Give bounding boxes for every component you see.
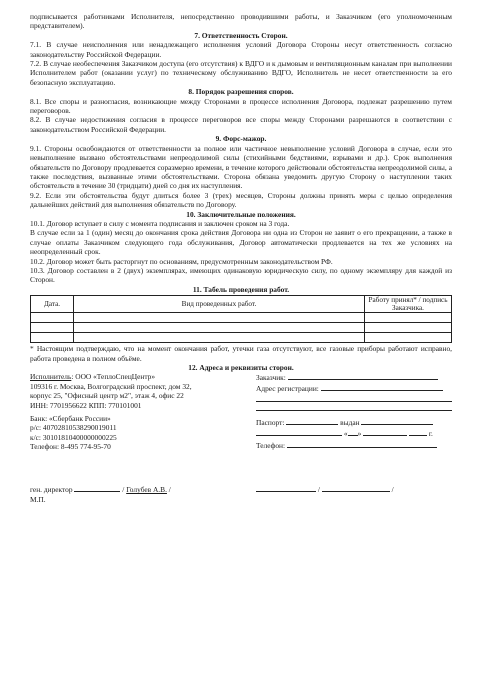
contractor-label: Исполнитель [30,372,72,382]
paragraph-10-1b: В случае если за 1 (один) месяц до окончания срока действия Договора ни одна из Сторон не заявит о его прекращении, а также в случае оплаты Заказчиком следующего года обслуживания, Договор автоматически продлевается на тех же условиях на неопределенный срок. [30,228,452,257]
client-name-field[interactable] [288,372,438,380]
contractor-bank: Банк: «Сбербанк России» [30,414,111,424]
section-11-title: 11. Табель проведения работ. [192,284,290,294]
paragraph-8-1: 8.1. Все споры и разногласия, возникающие между Сторонами в процессе исполнения Договора, подлежат разрешению путем переговоров. [30,96,452,116]
paragraph-10-1: 10.1. Договор вступает в силу с момента подписания и заключен сроком на 3 года. [30,218,290,228]
paragraph-8-2: 8.2. В случае недостижения согласия в процессе переговоров все споры между Сторонами разрешаются в соответствии с законодательством Российской Федерации. [30,115,452,134]
signature-role: ген. директор [30,485,73,495]
paragraph-10-3: 10.3. Договор составлен в 2 (двух) экземплярах, имеющих одинаковую юридическую силу, по одному экземпляру для каждой из Сторон. [30,265,452,285]
section-7-title: 7. Ответственность Сторон. [194,30,288,40]
paragraph-10-2: 10.2. Договор может быть расторгнут по основаниям, предусмотренным законодательством РФ. [30,256,333,266]
requisites-block [30,372,452,472]
header-signature: Работу принял* / подпись Заказчика. [365,296,452,313]
passport-label: Паспорт: [256,418,285,428]
contractor-phone: Телефон: 8-495 774-95-70 [30,442,111,452]
passport-year-field[interactable] [409,428,427,436]
signature-name: Голубев А.В. [126,485,167,495]
registration-label: Адрес регистрации: [256,383,319,393]
paragraph-7-1: 7.1. В случае неисполнения или ненадлежащего исполнения условий Договора Стороны несут ответственность согласно законодательству Российской Федерации. [30,40,452,59]
client-signature-field[interactable] [256,484,316,492]
table-footnote: * Настоящим подтверждаю, что на момент окончания работ, утечки газа отсутствуют, все газовые приборы работают исправно, работа проведена в полном объёме. [30,344,452,363]
passport-day-field[interactable] [348,428,358,436]
passport-issuer-field-2[interactable] [256,428,342,436]
client-signature-slash: / [391,485,394,495]
date-close-quote: » [357,428,362,438]
contractor-signature-field[interactable] [74,484,120,492]
passport-month-field[interactable] [363,428,407,436]
contractor-address-1: 109316 г. Москва, Волгоградский проспект, дом 32, [30,381,192,391]
signature-slash: / [168,485,171,495]
client-phone-field[interactable] [287,440,437,448]
section-8-title: 8. Порядок разрешения споров. [188,87,294,97]
paragraph-9-1: 9.1. Стороны освобождаются от ответственности за полное или частичное невыполнение условий Договора в случае, если это невыполнение вызвано обстоятельствами непреодолимой силы (стихийными бедствиями, взрывами и др.). Срок выполнения обязательств по Договору продлевается соразмерно времени, в течение которого действовали обстоятельства непреодолимой силы, а также последствия, вызванные этими обстоятельствами. Сторона обязана уведомить другую Сторону о наступлении таких обстоятельств в течение 30 (тридцати) дней со дня их наступления. [30,143,452,191]
signatures-block [30,484,452,506]
table-row [31,333,452,343]
registration-line-2[interactable] [256,393,452,402]
date-open-quote: « [343,428,348,438]
year-suffix: г. [428,428,433,438]
contractor-address-2: корпус 25, "Офисный центр м2", этаж 4, офис 22 [30,391,184,401]
header-date: Дата. [31,296,74,313]
passport-issuer-field[interactable] [361,417,433,425]
table-header-row [31,296,452,313]
registration-field[interactable] [321,383,443,391]
header-works: Вид проведенных работ. [74,296,365,313]
seal-placeholder: М.П. [30,494,46,504]
section-12-title: 12. Адреса и реквизиты сторон. [188,363,294,372]
section-9-title: 9. Форс-мажор. [215,134,267,144]
contractor-inn: ИНН: 7701956622 КПП: 770101001 [30,400,142,410]
paragraph-7-2: 7.2. В случае необеспечения Заказчиком доступа (его отсутствия) к ВДГО и к дымовым и вентиляционным каналам при выполнении Исполнителем работ (оказании услуг) по техническому обслуживанию ВДГО, Исполнитель не несет ответственности за его безопасную эксплуатацию. [30,59,452,87]
client-requisites [256,372,452,450]
paragraph-top: подписывается работниками Исполнителя, непосредственно проводившими работы, и Заказчиком (его уполномоченным представителем). [30,12,452,31]
contractor-signature: ген. директор / Голубев А.В. / М.П. [30,484,250,504]
passport-series-field[interactable] [286,417,338,425]
client-label: Заказчик: [256,373,286,383]
client-name-signature-field[interactable] [322,484,390,492]
registration-line-3[interactable] [256,402,452,411]
contractor-name: : ООО «ТеплоСпецЦентр» [71,372,156,382]
paragraph-9-2: 9.2. Если эти обстоятельства будут длиться более 3 (трех) месяцев, Стороны должны принять меры с целью определения дальнейших действий для выполнения обязательств по Договору. [30,190,452,210]
client-phone-label: Телефон: [256,441,286,451]
contractor-requisites [30,372,250,451]
section-10-title: 10. Заключительные положения. [186,209,296,219]
client-signature: / / [256,484,452,494]
contract-page [30,12,452,506]
table-row [31,313,452,323]
table-row [31,323,452,333]
contractor-corr-account: к/с: 30101810400000000225 [30,432,117,442]
work-log-table [30,295,452,343]
passport-issued-label: выдан [340,418,360,428]
contractor-account: р/с: 40702810538290019011 [30,423,117,433]
